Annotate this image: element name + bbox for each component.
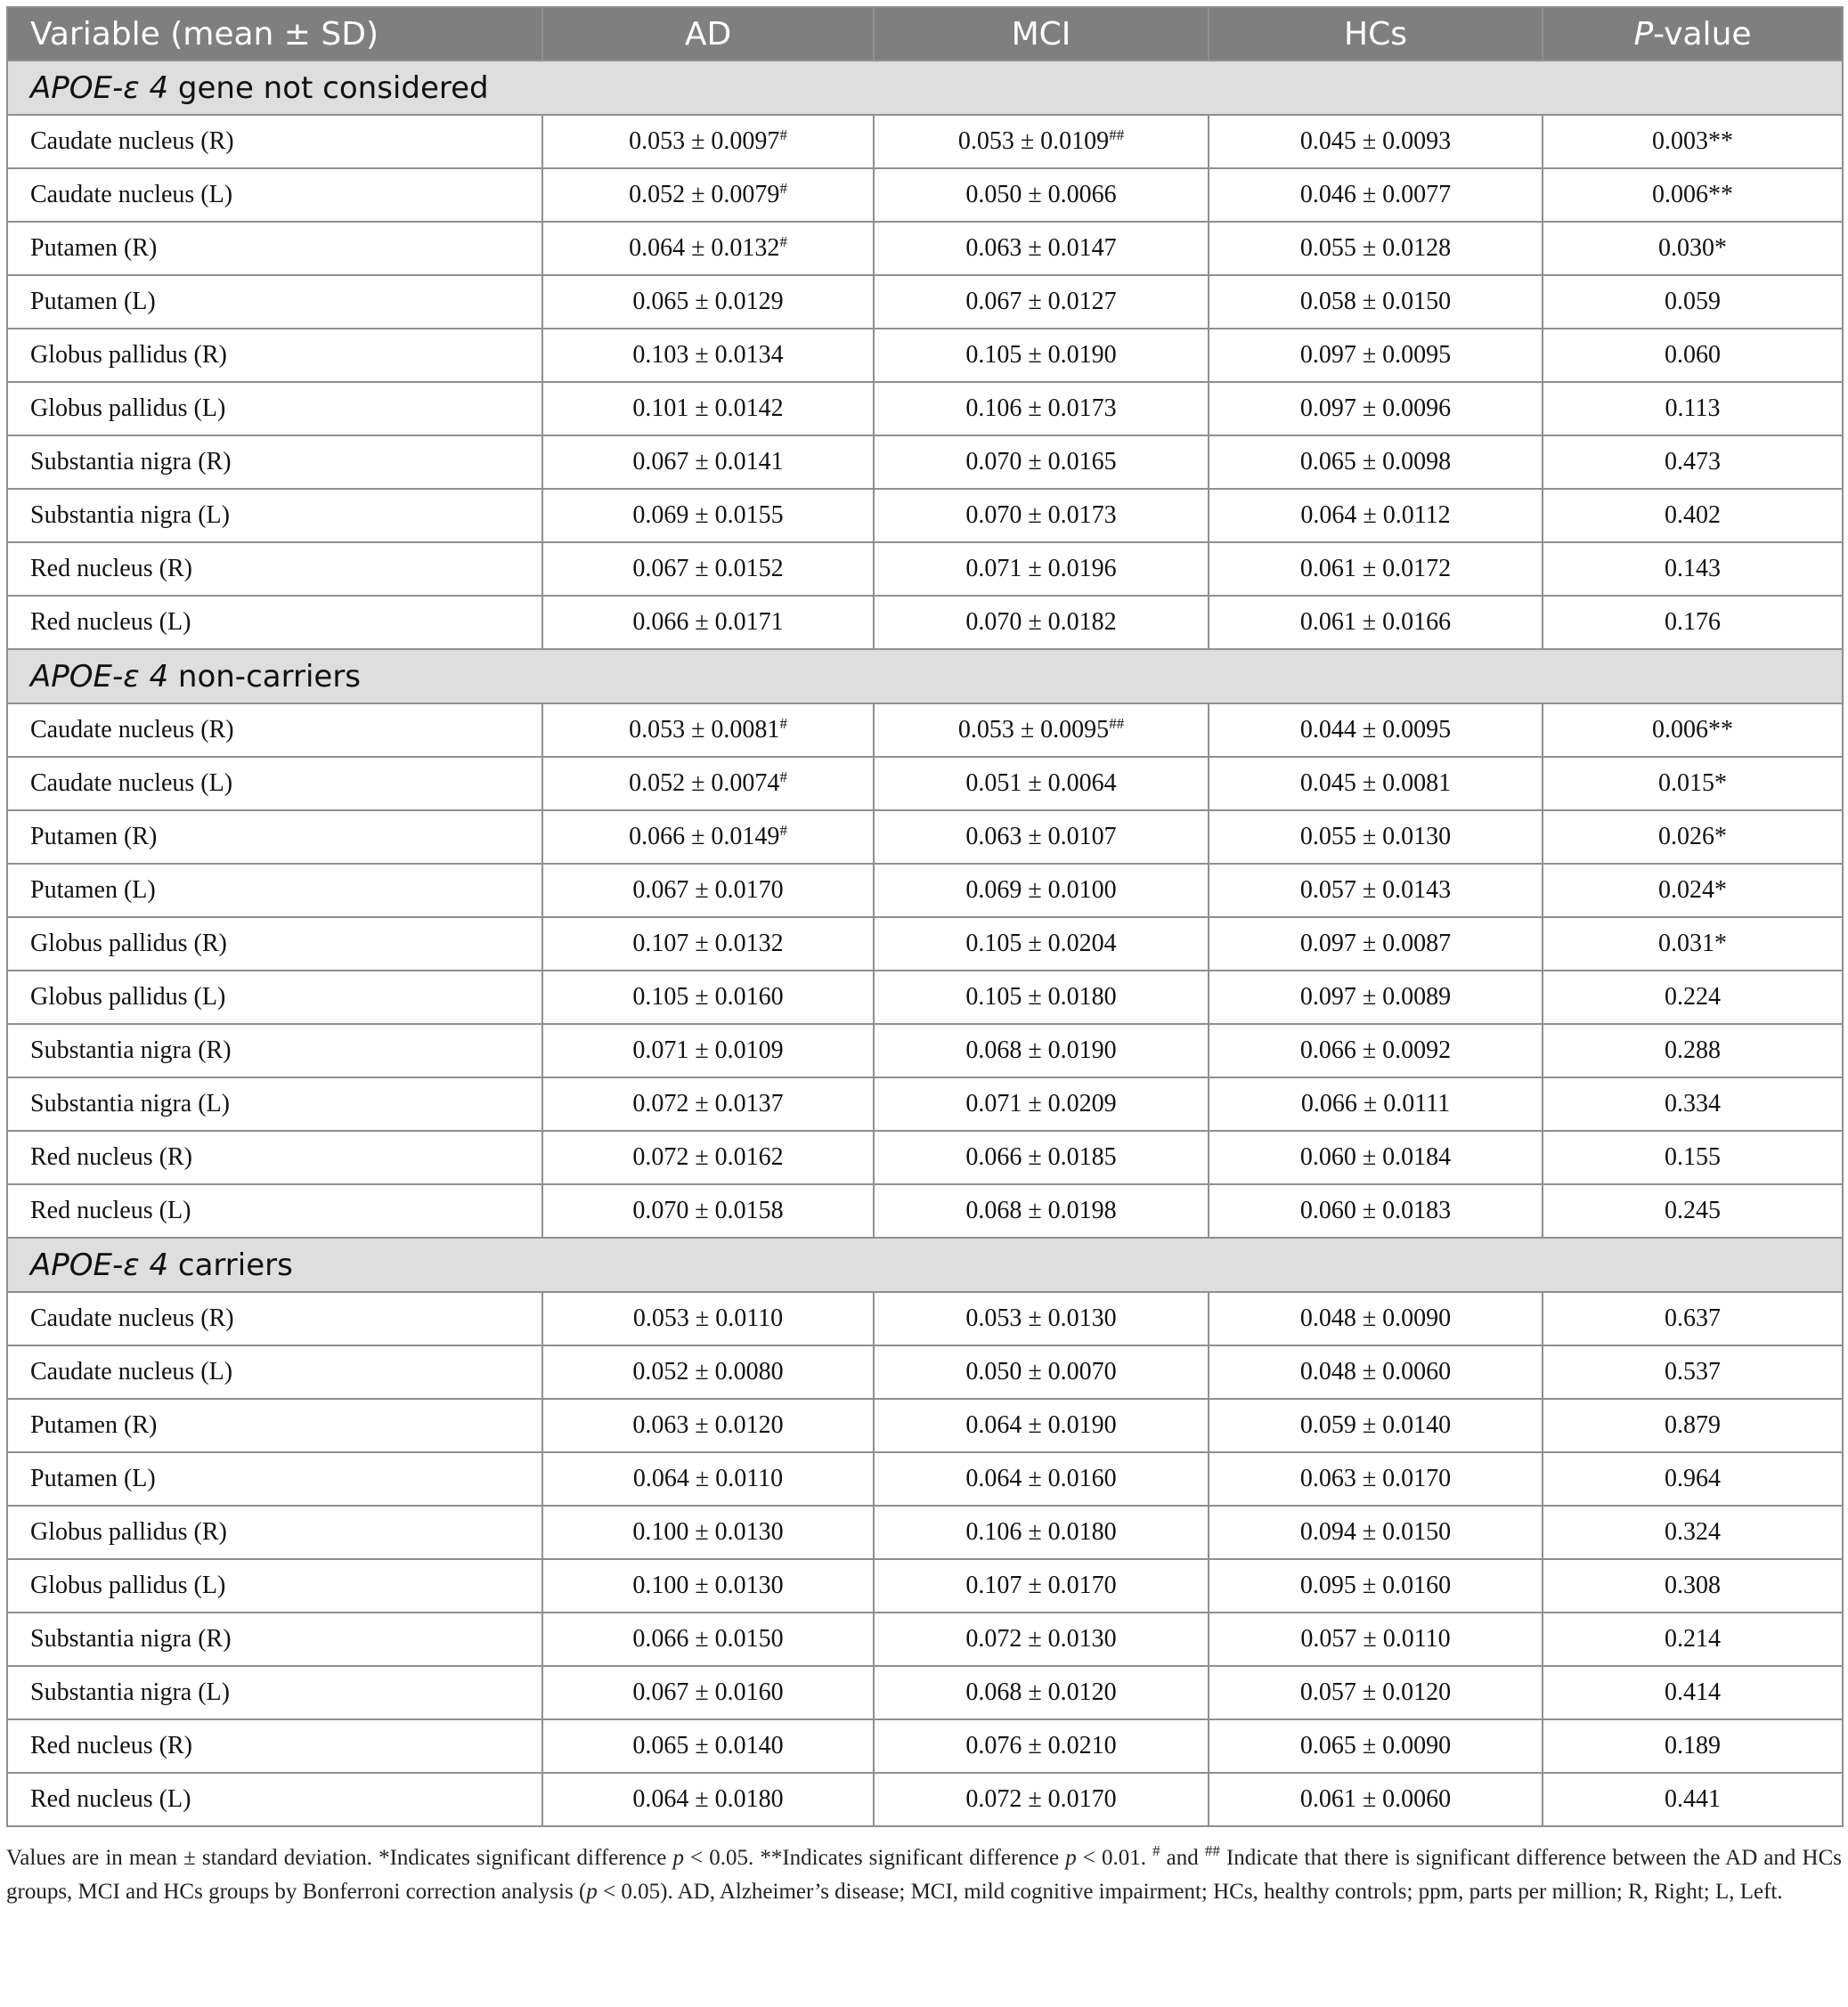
cell-mci-value: 0.067 ± 0.0127 bbox=[965, 288, 1117, 315]
cell-mci-value: 0.050 ± 0.0066 bbox=[965, 181, 1117, 208]
cell-ad-value: 0.069 ± 0.0155 bbox=[632, 501, 784, 529]
cell-mci bbox=[874, 1399, 1209, 1452]
cell-variable: Red nucleus (L) bbox=[7, 596, 542, 649]
cell-mci-value: 0.068 ± 0.0120 bbox=[965, 1678, 1117, 1706]
cell-mci-value: 0.105 ± 0.0190 bbox=[965, 341, 1117, 369]
cell-ad bbox=[542, 382, 874, 435]
cell-mci bbox=[874, 1506, 1209, 1559]
cell-mci-value: 0.107 ± 0.0170 bbox=[965, 1572, 1117, 1599]
section-title bbox=[7, 649, 1843, 703]
cell-variable: Globus pallidus (L) bbox=[7, 382, 542, 435]
cell-variable: Substantia nigra (R) bbox=[7, 1613, 542, 1666]
cell-hcs: 0.055 ± 0.0128 bbox=[1209, 222, 1543, 275]
cell-hcs: 0.063 ± 0.0170 bbox=[1209, 1452, 1543, 1506]
cell-mci bbox=[874, 864, 1209, 917]
cell-variable: Globus pallidus (R) bbox=[7, 1506, 542, 1559]
header-mci: MCI bbox=[874, 7, 1209, 61]
cell-hcs: 0.065 ± 0.0090 bbox=[1209, 1719, 1543, 1773]
cell-variable: Putamen (R) bbox=[7, 222, 542, 275]
cell-ad-value: 0.066 ± 0.0149 bbox=[629, 823, 780, 850]
cell-hcs: 0.097 ± 0.0096 bbox=[1209, 382, 1543, 435]
cell-ad-marker: # bbox=[779, 233, 787, 250]
cell-mci-value: 0.072 ± 0.0170 bbox=[965, 1785, 1117, 1813]
cell-p-value: 0.537 bbox=[1543, 1345, 1843, 1399]
footnote-text: < 0.05. **Indicates significant difference bbox=[683, 1846, 1066, 1870]
cell-ad-value: 0.100 ± 0.0130 bbox=[632, 1518, 784, 1546]
cell-ad bbox=[542, 115, 874, 168]
table-row bbox=[7, 1773, 1843, 1826]
cell-ad bbox=[542, 222, 874, 275]
cell-variable: Substantia nigra (L) bbox=[7, 1666, 542, 1719]
table-row bbox=[7, 1452, 1843, 1506]
cell-mci-value: 0.068 ± 0.0198 bbox=[965, 1197, 1117, 1224]
cell-ad-value: 0.072 ± 0.0137 bbox=[632, 1090, 784, 1117]
section-title bbox=[7, 61, 1843, 115]
cell-ad bbox=[542, 757, 874, 810]
cell-p-value: 0.006** bbox=[1543, 168, 1843, 222]
cell-mci bbox=[874, 1559, 1209, 1613]
cell-ad bbox=[542, 596, 874, 649]
cell-mci-value: 0.063 ± 0.0107 bbox=[965, 823, 1117, 850]
cell-ad-value: 0.053 ± 0.0097 bbox=[629, 127, 780, 155]
cell-ad bbox=[542, 917, 874, 971]
section-header-row bbox=[7, 649, 1843, 703]
cell-variable: Red nucleus (R) bbox=[7, 1719, 542, 1773]
cell-p-value: 0.402 bbox=[1543, 489, 1843, 542]
table-row bbox=[7, 222, 1843, 275]
cell-p-value: 0.288 bbox=[1543, 1024, 1843, 1077]
cell-hcs: 0.094 ± 0.0150 bbox=[1209, 1506, 1543, 1559]
cell-mci-value: 0.053 ± 0.0109 bbox=[957, 127, 1110, 155]
cell-mci-value: 0.106 ± 0.0180 bbox=[965, 1518, 1117, 1546]
cell-p-value: 0.324 bbox=[1543, 1506, 1843, 1559]
cell-p-value: 0.189 bbox=[1543, 1719, 1843, 1773]
cell-ad-value: 0.064 ± 0.0180 bbox=[632, 1785, 784, 1813]
cell-mci-value: 0.068 ± 0.0190 bbox=[965, 1036, 1117, 1064]
cell-mci-value: 0.063 ± 0.0147 bbox=[965, 234, 1117, 262]
cell-hcs: 0.097 ± 0.0095 bbox=[1209, 329, 1543, 382]
cell-ad bbox=[542, 1613, 874, 1666]
table-row bbox=[7, 489, 1843, 542]
cell-ad-marker: # bbox=[779, 126, 787, 143]
cell-p-value: 0.224 bbox=[1543, 971, 1843, 1024]
cell-hcs: 0.057 ± 0.0110 bbox=[1209, 1613, 1543, 1666]
table-row bbox=[7, 275, 1843, 329]
cell-ad-value: 0.105 ± 0.0160 bbox=[632, 983, 784, 1011]
cell-ad-value: 0.065 ± 0.0129 bbox=[632, 288, 784, 315]
cell-ad bbox=[542, 1077, 874, 1131]
cell-ad-value: 0.053 ± 0.0110 bbox=[632, 1304, 784, 1332]
table-row bbox=[7, 810, 1843, 864]
table-body bbox=[7, 61, 1843, 1826]
cell-variable: Caudate nucleus (L) bbox=[7, 757, 542, 810]
table-row bbox=[7, 757, 1843, 810]
cell-p-value: 0.113 bbox=[1543, 382, 1843, 435]
cell-variable: Putamen (R) bbox=[7, 1399, 542, 1452]
footnote-text: Indicate that there is significant difference between the AD and HCs groups, MCI and HCs groups by Bonferroni correction analysis ( bbox=[6, 1846, 1842, 1904]
cell-variable: Red nucleus (L) bbox=[7, 1184, 542, 1238]
cell-hcs: 0.097 ± 0.0089 bbox=[1209, 971, 1543, 1024]
cell-variable: Substantia nigra (L) bbox=[7, 489, 542, 542]
footnote-p: p bbox=[672, 1846, 684, 1870]
cell-mci bbox=[874, 168, 1209, 222]
cell-variable: Globus pallidus (L) bbox=[7, 971, 542, 1024]
cell-mci bbox=[874, 917, 1209, 971]
cell-ad-value: 0.066 ± 0.0150 bbox=[632, 1625, 784, 1653]
cell-ad-value: 0.066 ± 0.0171 bbox=[632, 608, 784, 636]
cell-ad-value: 0.064 ± 0.0110 bbox=[632, 1465, 784, 1492]
cell-mci bbox=[874, 1452, 1209, 1506]
cell-mci bbox=[874, 1613, 1209, 1666]
table-row bbox=[7, 329, 1843, 382]
cell-ad-value: 0.065 ± 0.0140 bbox=[632, 1732, 784, 1759]
cell-variable: Caudate nucleus (R) bbox=[7, 703, 542, 757]
footnote-text: < 0.05). AD, Alzheimer’s disease; MCI, mild cognitive impairment; HCs, healthy controls; ppm, parts per million; R, Right; L, Left. bbox=[597, 1880, 1783, 1904]
cell-variable: Globus pallidus (L) bbox=[7, 1559, 542, 1613]
cell-p-value: 0.030* bbox=[1543, 222, 1843, 275]
cell-mci bbox=[874, 1184, 1209, 1238]
cell-p-value: 0.060 bbox=[1543, 329, 1843, 382]
section-label: non-carriers bbox=[168, 658, 362, 695]
cell-mci bbox=[874, 382, 1209, 435]
cell-hcs: 0.058 ± 0.0150 bbox=[1209, 275, 1543, 329]
cell-ad-value: 0.052 ± 0.0080 bbox=[632, 1358, 784, 1385]
header-variable: Variable (mean ± SD) bbox=[7, 7, 542, 61]
cell-ad bbox=[542, 1506, 874, 1559]
table-row bbox=[7, 1024, 1843, 1077]
cell-p-value: 0.964 bbox=[1543, 1452, 1843, 1506]
footnote-sup: # bbox=[1152, 1842, 1160, 1859]
footnote-text: Values are in mean ± standard deviation. *Indicates significant difference bbox=[6, 1846, 673, 1870]
cell-hcs: 0.057 ± 0.0143 bbox=[1209, 864, 1543, 917]
cell-mci-value: 0.066 ± 0.0185 bbox=[965, 1143, 1117, 1171]
header-hcs: HCs bbox=[1209, 7, 1543, 61]
cell-ad-value: 0.101 ± 0.0142 bbox=[632, 394, 784, 422]
table-row bbox=[7, 971, 1843, 1024]
cell-ad-value: 0.071 ± 0.0109 bbox=[632, 1036, 784, 1064]
cell-hcs: 0.065 ± 0.0098 bbox=[1209, 435, 1543, 489]
cell-mci bbox=[874, 703, 1209, 757]
cell-p-value: 0.006** bbox=[1543, 703, 1843, 757]
table-row bbox=[7, 703, 1843, 757]
cell-mci bbox=[874, 542, 1209, 596]
cell-ad-value: 0.103 ± 0.0134 bbox=[632, 341, 784, 369]
cell-variable: Substantia nigra (R) bbox=[7, 435, 542, 489]
cell-hcs: 0.066 ± 0.0092 bbox=[1209, 1024, 1543, 1077]
cell-mci-value: 0.105 ± 0.0180 bbox=[965, 983, 1117, 1011]
cell-p-value: 0.473 bbox=[1543, 435, 1843, 489]
cell-mci-value: 0.064 ± 0.0190 bbox=[965, 1411, 1117, 1439]
table-container bbox=[6, 6, 1842, 1909]
cell-ad bbox=[542, 275, 874, 329]
cell-ad-value: 0.100 ± 0.0130 bbox=[632, 1572, 784, 1599]
cell-hcs: 0.059 ± 0.0140 bbox=[1209, 1399, 1543, 1452]
cell-mci-value: 0.053 ± 0.0130 bbox=[965, 1304, 1117, 1332]
cell-mci-value: 0.105 ± 0.0204 bbox=[965, 930, 1117, 957]
cell-mci-value: 0.106 ± 0.0173 bbox=[965, 394, 1117, 422]
cell-ad bbox=[542, 168, 874, 222]
cell-ad-value: 0.067 ± 0.0152 bbox=[632, 555, 784, 582]
cell-p-value: 0.334 bbox=[1543, 1077, 1843, 1131]
cell-hcs: 0.095 ± 0.0160 bbox=[1209, 1559, 1543, 1613]
table-row bbox=[7, 1719, 1843, 1773]
cell-p-value: 0.308 bbox=[1543, 1559, 1843, 1613]
cell-mci bbox=[874, 596, 1209, 649]
cell-p-value: 0.003** bbox=[1543, 115, 1843, 168]
cell-ad bbox=[542, 489, 874, 542]
cell-p-value: 0.176 bbox=[1543, 596, 1843, 649]
cell-ad bbox=[542, 1666, 874, 1719]
cell-p-value: 0.024* bbox=[1543, 864, 1843, 917]
header-p-italic: P bbox=[1633, 15, 1654, 53]
section-header-row bbox=[7, 1238, 1843, 1292]
cell-variable: Putamen (L) bbox=[7, 275, 542, 329]
section-title bbox=[7, 1238, 1843, 1292]
cell-p-value: 0.414 bbox=[1543, 1666, 1843, 1719]
cell-mci bbox=[874, 115, 1209, 168]
cell-ad bbox=[542, 864, 874, 917]
cell-ad-value: 0.053 ± 0.0081 bbox=[629, 716, 780, 743]
cell-mci-marker: ## bbox=[1109, 126, 1125, 143]
table-row bbox=[7, 382, 1843, 435]
cell-ad-value: 0.067 ± 0.0160 bbox=[632, 1678, 784, 1706]
cell-mci bbox=[874, 757, 1209, 810]
cell-variable: Red nucleus (R) bbox=[7, 1131, 542, 1184]
cell-variable: Globus pallidus (R) bbox=[7, 917, 542, 971]
cell-hcs: 0.061 ± 0.0060 bbox=[1209, 1773, 1543, 1826]
footnote-text: and bbox=[1160, 1846, 1205, 1870]
cell-hcs: 0.046 ± 0.0077 bbox=[1209, 168, 1543, 222]
cell-p-value: 0.879 bbox=[1543, 1399, 1843, 1452]
cell-ad bbox=[542, 1292, 874, 1345]
cell-mci-value: 0.070 ± 0.0182 bbox=[965, 608, 1117, 636]
cell-mci bbox=[874, 810, 1209, 864]
cell-mci bbox=[874, 1773, 1209, 1826]
cell-ad-value: 0.107 ± 0.0132 bbox=[632, 930, 784, 957]
cell-mci-marker: ## bbox=[1109, 715, 1125, 732]
cell-mci-value: 0.050 ± 0.0070 bbox=[965, 1358, 1117, 1385]
table-row bbox=[7, 1399, 1843, 1452]
table-row bbox=[7, 168, 1843, 222]
results-table bbox=[6, 6, 1844, 1827]
table-row bbox=[7, 1131, 1843, 1184]
cell-variable: Caudate nucleus (L) bbox=[7, 168, 542, 222]
table-row bbox=[7, 917, 1843, 971]
cell-p-value: 0.059 bbox=[1543, 275, 1843, 329]
cell-ad-value: 0.070 ± 0.0158 bbox=[632, 1197, 784, 1224]
cell-ad bbox=[542, 1399, 874, 1452]
cell-mci-value: 0.070 ± 0.0165 bbox=[965, 448, 1117, 475]
cell-variable: Caudate nucleus (R) bbox=[7, 115, 542, 168]
cell-ad bbox=[542, 1559, 874, 1613]
footnote-text: < 0.01. bbox=[1076, 1846, 1153, 1870]
section-header-row bbox=[7, 61, 1843, 115]
cell-variable: Putamen (L) bbox=[7, 864, 542, 917]
cell-ad bbox=[542, 810, 874, 864]
table-row bbox=[7, 1559, 1843, 1613]
table-row bbox=[7, 596, 1843, 649]
cell-p-value: 0.245 bbox=[1543, 1184, 1843, 1238]
cell-ad bbox=[542, 435, 874, 489]
cell-hcs: 0.066 ± 0.0111 bbox=[1209, 1077, 1543, 1131]
section-gene: APOE-ε 4 bbox=[30, 658, 169, 695]
cell-mci-value: 0.076 ± 0.0210 bbox=[965, 1732, 1117, 1759]
table-footnote bbox=[6, 1841, 1842, 1909]
cell-hcs: 0.057 ± 0.0120 bbox=[1209, 1666, 1543, 1719]
cell-variable: Substantia nigra (L) bbox=[7, 1077, 542, 1131]
cell-mci-value: 0.069 ± 0.0100 bbox=[965, 876, 1117, 904]
cell-p-value: 0.441 bbox=[1543, 1773, 1843, 1826]
table-row bbox=[7, 1345, 1843, 1399]
cell-ad bbox=[542, 1719, 874, 1773]
cell-mci bbox=[874, 222, 1209, 275]
cell-ad-value: 0.067 ± 0.0141 bbox=[632, 448, 784, 475]
cell-mci bbox=[874, 489, 1209, 542]
cell-mci bbox=[874, 1131, 1209, 1184]
cell-hcs: 0.048 ± 0.0090 bbox=[1209, 1292, 1543, 1345]
cell-hcs: 0.060 ± 0.0184 bbox=[1209, 1131, 1543, 1184]
table-row bbox=[7, 1077, 1843, 1131]
cell-ad-value: 0.052 ± 0.0074 bbox=[629, 769, 780, 797]
cell-ad bbox=[542, 1345, 874, 1399]
table-row bbox=[7, 542, 1843, 596]
cell-mci bbox=[874, 1024, 1209, 1077]
table-row bbox=[7, 1506, 1843, 1559]
cell-mci bbox=[874, 1077, 1209, 1131]
cell-hcs: 0.064 ± 0.0112 bbox=[1209, 489, 1543, 542]
cell-mci-value: 0.051 ± 0.0064 bbox=[965, 769, 1117, 797]
cell-p-value: 0.637 bbox=[1543, 1292, 1843, 1345]
cell-ad-marker: # bbox=[779, 768, 787, 785]
cell-ad-marker: # bbox=[779, 180, 787, 197]
cell-variable: Putamen (R) bbox=[7, 810, 542, 864]
cell-p-value: 0.143 bbox=[1543, 542, 1843, 596]
cell-mci bbox=[874, 275, 1209, 329]
section-gene: APOE-ε 4 bbox=[30, 1247, 169, 1283]
table-row bbox=[7, 115, 1843, 168]
cell-mci-value: 0.071 ± 0.0209 bbox=[965, 1090, 1117, 1117]
cell-mci bbox=[874, 1345, 1209, 1399]
header-row bbox=[7, 7, 1843, 61]
cell-p-value: 0.026* bbox=[1543, 810, 1843, 864]
cell-mci bbox=[874, 435, 1209, 489]
cell-variable: Red nucleus (R) bbox=[7, 542, 542, 596]
cell-variable: Putamen (L) bbox=[7, 1452, 542, 1506]
header-ad: AD bbox=[542, 7, 874, 61]
cell-mci-value: 0.070 ± 0.0173 bbox=[965, 501, 1117, 529]
cell-hcs: 0.055 ± 0.0130 bbox=[1209, 810, 1543, 864]
cell-hcs: 0.045 ± 0.0093 bbox=[1209, 115, 1543, 168]
section-gene: APOE-ε 4 bbox=[30, 69, 169, 106]
cell-ad-marker: # bbox=[779, 715, 787, 732]
table-row bbox=[7, 1292, 1843, 1345]
cell-hcs: 0.061 ± 0.0166 bbox=[1209, 596, 1543, 649]
cell-mci-value: 0.071 ± 0.0196 bbox=[965, 555, 1117, 582]
footnote-p: p bbox=[586, 1880, 598, 1904]
cell-p-value: 0.031* bbox=[1543, 917, 1843, 971]
section-label: gene not considered bbox=[168, 69, 489, 106]
cell-hcs: 0.045 ± 0.0081 bbox=[1209, 757, 1543, 810]
cell-ad-value: 0.064 ± 0.0132 bbox=[629, 234, 780, 262]
cell-mci-value: 0.064 ± 0.0160 bbox=[965, 1465, 1117, 1492]
cell-mci-value: 0.072 ± 0.0130 bbox=[965, 1625, 1117, 1653]
footnote-sup: ## bbox=[1204, 1842, 1220, 1859]
cell-mci bbox=[874, 1666, 1209, 1719]
cell-variable: Caudate nucleus (L) bbox=[7, 1345, 542, 1399]
cell-ad-value: 0.067 ± 0.0170 bbox=[632, 876, 784, 904]
cell-variable: Globus pallidus (R) bbox=[7, 329, 542, 382]
cell-p-value: 0.214 bbox=[1543, 1613, 1843, 1666]
cell-mci-value: 0.053 ± 0.0095 bbox=[957, 716, 1110, 743]
table-row bbox=[7, 435, 1843, 489]
cell-ad-value: 0.063 ± 0.0120 bbox=[632, 1411, 784, 1439]
cell-mci bbox=[874, 971, 1209, 1024]
table-row bbox=[7, 1666, 1843, 1719]
cell-hcs: 0.097 ± 0.0087 bbox=[1209, 917, 1543, 971]
cell-ad-value: 0.052 ± 0.0079 bbox=[629, 181, 780, 208]
cell-ad bbox=[542, 1184, 874, 1238]
cell-ad bbox=[542, 1131, 874, 1184]
footnote-p: p bbox=[1065, 1846, 1077, 1870]
cell-mci bbox=[874, 1292, 1209, 1345]
cell-p-value: 0.015* bbox=[1543, 757, 1843, 810]
cell-ad bbox=[542, 1452, 874, 1506]
cell-ad-value: 0.072 ± 0.0162 bbox=[632, 1143, 784, 1171]
header-p-value bbox=[1543, 7, 1843, 61]
cell-hcs: 0.044 ± 0.0095 bbox=[1209, 703, 1543, 757]
cell-mci bbox=[874, 329, 1209, 382]
cell-hcs: 0.060 ± 0.0183 bbox=[1209, 1184, 1543, 1238]
cell-ad bbox=[542, 542, 874, 596]
cell-variable: Substantia nigra (R) bbox=[7, 1024, 542, 1077]
cell-ad-marker: # bbox=[779, 822, 787, 839]
cell-ad bbox=[542, 1024, 874, 1077]
cell-ad bbox=[542, 329, 874, 382]
section-label: carriers bbox=[168, 1247, 293, 1283]
cell-hcs: 0.048 ± 0.0060 bbox=[1209, 1345, 1543, 1399]
cell-hcs: 0.061 ± 0.0172 bbox=[1209, 542, 1543, 596]
cell-variable: Caudate nucleus (R) bbox=[7, 1292, 542, 1345]
table-row bbox=[7, 1613, 1843, 1666]
cell-ad bbox=[542, 971, 874, 1024]
cell-ad bbox=[542, 703, 874, 757]
table-row bbox=[7, 1184, 1843, 1238]
header-p-rest: -value bbox=[1653, 15, 1752, 53]
table-row bbox=[7, 864, 1843, 917]
cell-variable: Red nucleus (L) bbox=[7, 1773, 542, 1826]
cell-mci bbox=[874, 1719, 1209, 1773]
cell-p-value: 0.155 bbox=[1543, 1131, 1843, 1184]
cell-ad bbox=[542, 1773, 874, 1826]
